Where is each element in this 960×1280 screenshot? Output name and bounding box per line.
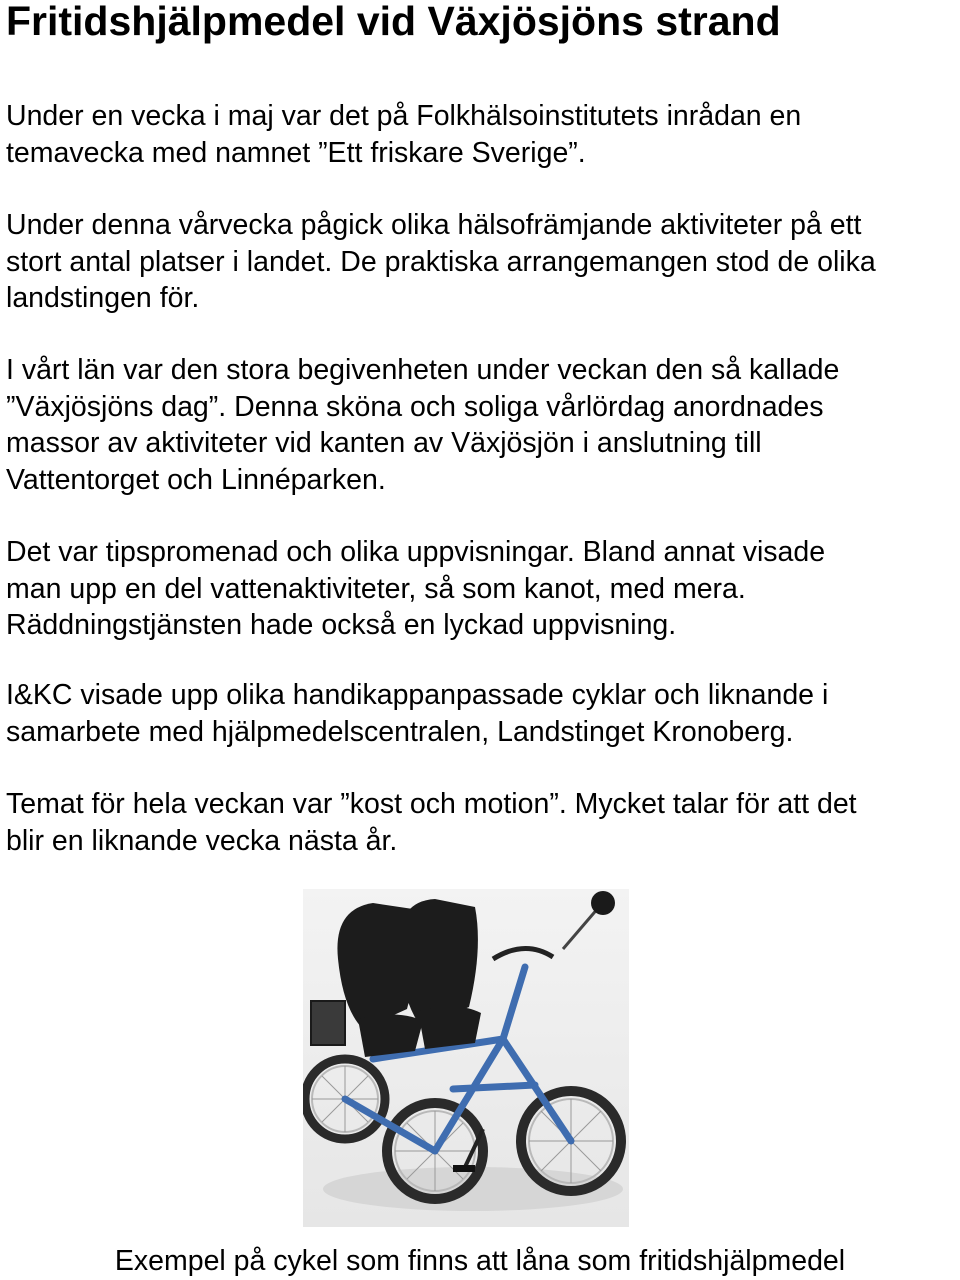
tandem-tricycle-photo [303,889,629,1227]
handlebar [493,948,553,959]
paragraph-2: Under denna vårvecka pågick olika hälsofrämjande aktiviteter på ett stort antal platser i landet. De praktiska arrangemangen stod de olika landstingen för. [6,209,876,314]
tricycle-illustration [303,889,629,1227]
mirror-icon [591,891,615,915]
seats [337,899,481,1057]
paragraph-4: Det var tipspromenad och olika uppvisningar. Bland annat visade man upp en del vattenaktiviteter, så som kanot, med mera. Räddningstjänsten hade också en lyckad uppvisning. [6,536,826,641]
paragraph-3: I vårt län var den stora begivenheten under veckan den så kallade ”Växjösjöns dag”. Denna sköna och soliga vårlördag anordnades massor av aktiviteter vid kanten av Växjösjön i anslutning till Vattentorget och Linnéparken. [6,354,840,496]
rear-basket [311,1001,345,1045]
page-title: Fritidshjälpmedel vid Växjösjöns strand [6,0,781,44]
paragraph-1: Under en vecka i maj var det på Folkhälsoinstitutets inrådan en temavecka med namnet ”Ett friskare Sverige”. [6,100,802,169]
paragraph-6: Temat för hela veckan var ”kost och motion”. Mycket talar för att det blir en liknande vecka nästa år. [6,788,857,857]
paragraph-5: I&KC visade upp olika handikappanpassade cyklar och liknande i samarbete med hjälpmedelscentralen, Landstinget Kronoberg. [6,679,829,748]
pedal-icon [453,1165,475,1172]
photo-caption: Exempel på cykel som finns att låna som fritidshjälpmedel [114,1245,846,1277]
